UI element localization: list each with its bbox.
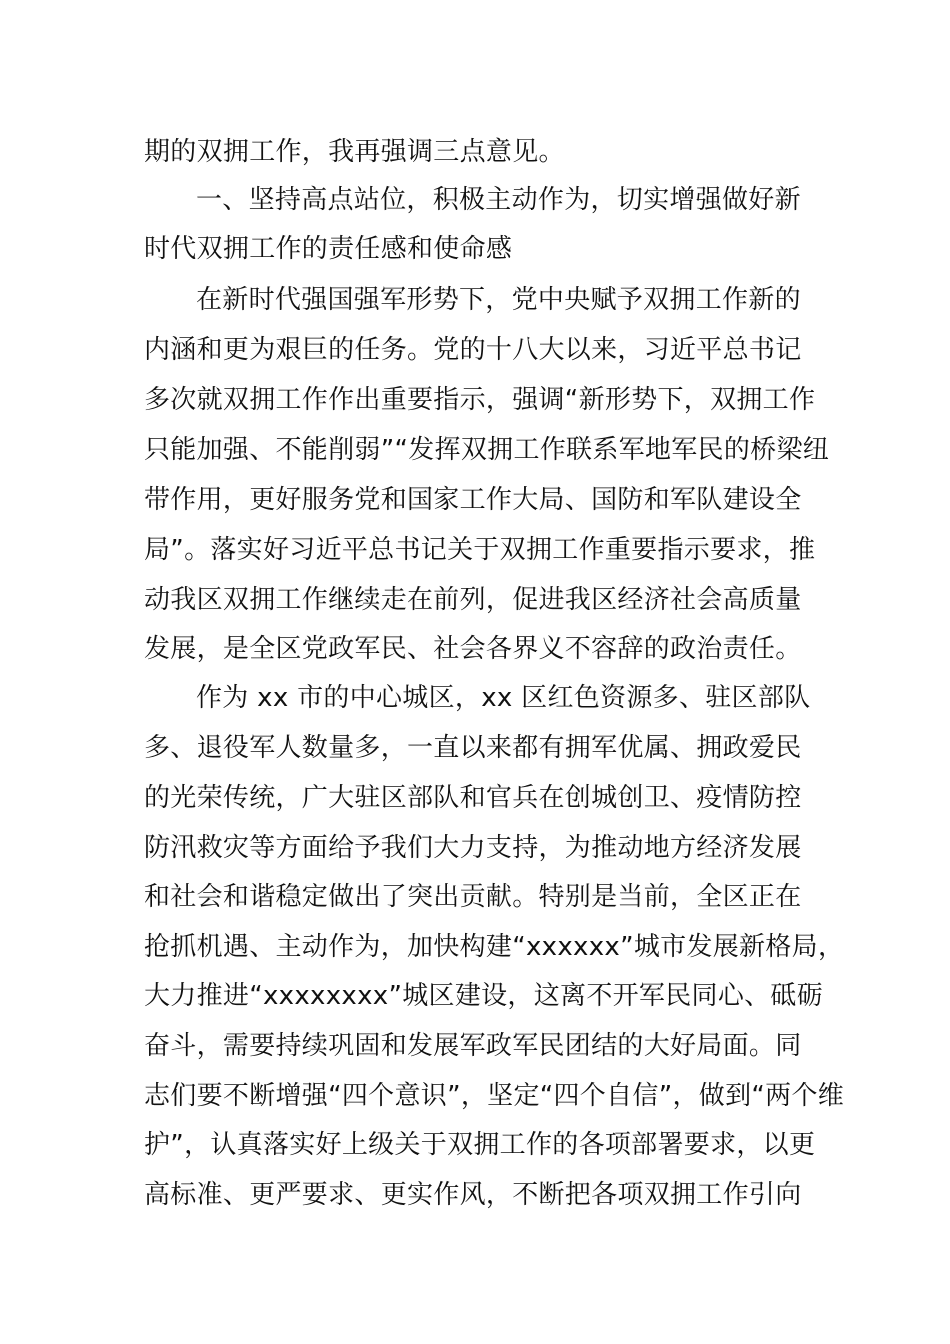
text-line-11: 发展，是全区党政军民、社会各界义不容辞的政治责任。 <box>144 634 802 664</box>
text-line-14: 的光荣传统，广大驻区部队和官兵在创城创卫、疫情防控 <box>144 783 802 813</box>
text-line-6: 多次就双拥工作作出重要指示，强调“新形势下，双拥工作 <box>144 385 816 415</box>
section-heading-line-2: 时代双拥工作的责任感和使命感 <box>144 234 513 264</box>
text-line-13: 多、退役军人数量多，一直以来都有拥军优属、拥政爱民 <box>144 733 802 763</box>
text-line-22: 高标准、更严要求、更实作风，不断把各项双拥工作引向 <box>144 1180 802 1210</box>
text-line-18: 大力推进“xxxxxxxx”城区建设，这离不开军民同心、砥砺 <box>144 981 824 1011</box>
section-heading-line-1: 一、坚持高点站位，积极主动作为，切实增强做好新 <box>196 185 801 215</box>
text-line-15: 防汛救灾等方面给予我们大力支持，为推动地方经济发展 <box>144 833 802 863</box>
text-line-4: 在新时代强国强军形势下，党中央赋予双拥工作新的 <box>196 285 801 315</box>
text-line-8: 带作用，更好服务党和国家工作大局、国防和军队建设全 <box>144 485 802 515</box>
text-line-21: 护”，认真落实好上级关于双拥工作的各项部署要求，以更 <box>144 1130 816 1160</box>
text-line-20: 志们要不断增强“四个意识”，坚定“四个自信”，做到“两个维 <box>144 1081 845 1111</box>
text-line-16: 和社会和谐稳定做出了突出贡献。特别是当前，全区正在 <box>144 882 802 912</box>
text-line-9: 局”。落实好习近平总书记关于双拥工作重要指示要求，推 <box>144 535 816 565</box>
text-line-5: 内涵和更为艰巨的任务。党的十八大以来，习近平总书记 <box>144 335 802 365</box>
text-line-7: 只能加强、不能削弱”“发挥双拥工作联系军地军民的桥梁纽 <box>144 435 830 465</box>
text-line-10: 动我区双拥工作继续走在前列，促进我区经济社会高质量 <box>144 585 802 615</box>
text-line-17: 抢抓机遇、主动作为，加快构建“xxxxxx”城市发展新格局， <box>144 932 845 962</box>
text-line-12: 作为 xx 市的中心城区，xx 区红色资源多、驻区部队 <box>196 683 811 713</box>
text-line-1: 期的双拥工作，我再强调三点意见。 <box>144 137 565 167</box>
text-line-19: 奋斗，需要持续巩固和发展军政军民团结的大好局面。同 <box>144 1031 802 1061</box>
